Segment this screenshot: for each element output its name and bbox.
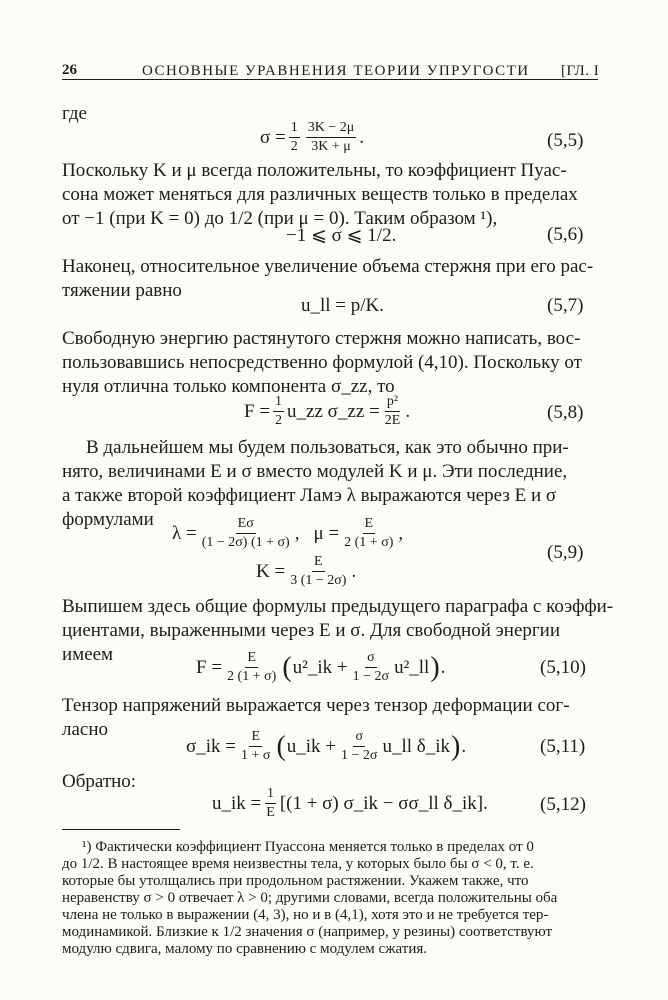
equation-5-10: F = $\frac{E}{2 (1 + \sigma)}$ ( u²_ik + $\frac{\sigma}{1 - 2\sigma}$ u²_ll ) . <box>196 650 446 684</box>
paragraph-general-formulas: Выпишем здесь общие формулы предыдущего параграфа с коэффи- циентами, выраженными через E и σ. Для свободной энергии имеем <box>62 596 614 665</box>
paragraph-lame: В дальнейшем мы будем пользоваться, как это обычно при- нято, величинами E и σ вместо модулей K и μ. Эти последние, а также второй коэффициент Ламэ λ выражаются через E и σ формулами <box>62 437 569 530</box>
equation-5-7: u_ll = p/K. <box>301 295 385 316</box>
fraction: $\frac{3K - 2\mu}{3K + \mu}$ <box>307 120 355 154</box>
equation-5-8: F = $\frac{1}{2}$ u_zz σ_zz = $\frac{\text{p²}}{2E}$ . <box>244 394 411 428</box>
equation-5-9-k: K = $\frac{E}{3 (1 - 2\sigma)}$ . <box>256 554 357 588</box>
running-title: ОСНОВНЫЕ УРАВНЕНИЯ ТЕОРИИ УПРУГОСТИ <box>142 63 530 79</box>
equation-number: (5,9) <box>547 542 584 563</box>
paragraph-volume: Наконец, относительное увеличение объема стержня при его рас- тяжении равно <box>62 256 594 301</box>
equation-5-12: u_ik = $\frac{1}{E}$ [(1 + σ) σ_ik − σσ_ll δ_ik]. <box>212 786 488 820</box>
equation-5-5: σ = $\frac{1}{2}$ $\frac{3K - 2\mu}{3K + \mu}$ . <box>260 120 364 154</box>
word-conversely: Обратно: <box>62 771 137 792</box>
equation-number: (5,7) <box>547 295 584 316</box>
fraction: $\frac{1}{2}$ <box>275 394 283 428</box>
footnote-rule <box>62 829 180 830</box>
equation-5-11: σ_ik = $\frac{E}{1 + \sigma}$ ( u_ik + $\frac{\sigma}{1 - 2\sigma}$ u_ll δ_ik ) . <box>186 729 467 763</box>
eq-lhs: σ = <box>260 126 286 148</box>
chapter-label: [ГЛ. I <box>561 63 600 79</box>
header-rule <box>62 79 598 80</box>
fraction: $\frac{E}{3 (1 - 2\sigma)}$ <box>290 554 347 588</box>
fraction: $\frac{\sigma}{1 - 2\sigma}$ <box>341 729 378 763</box>
paragraph-poisson: Поскольку K и μ всегда положительны, то коэффициент Пуас- сона может меняться для различных веществ только в пределах от −1 (при K = 0) до 1/2 (при μ = 0). Таким образом ¹), <box>62 160 578 229</box>
page-number: 26 <box>62 62 77 78</box>
equation-number: (5,12) <box>540 794 586 815</box>
fraction: $\frac{\sigma}{1 - 2\sigma}$ <box>352 650 390 684</box>
equation-number: (5,6) <box>547 224 584 245</box>
equation-5-9-lambda-mu: λ = $\frac{E\sigma}{(1 - 2\sigma) (1 + \sigma)}$ , μ = $\frac{E}{2 (1 + \sigma)}$ , <box>172 516 404 550</box>
paragraph-free-energy: Свободную энергию растянутого стержня можно написать, вос- пользовавшись непосредственно формулой (4,10). Поскольку от нуля отлична только компонента σ_zz, то <box>62 328 582 397</box>
word-where: где <box>62 103 87 124</box>
equation-number: (5,10) <box>540 657 586 678</box>
paragraph-stress-tensor: Тензор напряжений выражается через тензор деформации сог- ласно <box>62 695 570 740</box>
fraction: $\frac{E\sigma}{(1 - 2\sigma) (1 + \sigma)}$ <box>201 516 290 550</box>
equation-number: (5,5) <box>547 130 584 151</box>
equation-number: (5,11) <box>540 736 586 757</box>
fraction: $\frac{1}{2}$ <box>290 120 298 154</box>
footnote: ¹) Фактически коэффициент Пуассона меняется только в пределах от 0 до 1/2. В настоящее время неизвестны тела, у которых было бы σ < 0, т. е. которые бы утолщались при продольном растяжении. Укажем также, что неравенству σ > 0 отвечает λ > 0; другими словами, всегда положительны оба члена не только в выражении (4, 3), но и в (4,1), хотя это и не требуется тер- модинамикой. Близкие к 1/2 значения σ (например, у резины) соответствуют модулю сдвига, малому по сравнению с модулем сжатия. <box>62 839 558 957</box>
fraction: $\frac{E}{2 (1 + \sigma)}$ <box>227 650 277 684</box>
fraction: $\frac{E}{1 + \sigma}$ <box>241 729 271 763</box>
fraction: $\frac{\text{p²}}{2E}$ <box>384 394 401 428</box>
equation-5-6: −1 ⩽ σ ⩽ 1/2. <box>286 225 397 246</box>
equation-number: (5,8) <box>547 402 584 423</box>
fraction: $\frac{E}{2 (1 + \sigma)}$ <box>344 516 394 550</box>
fraction: $\frac{1}{E}$ <box>266 786 275 820</box>
